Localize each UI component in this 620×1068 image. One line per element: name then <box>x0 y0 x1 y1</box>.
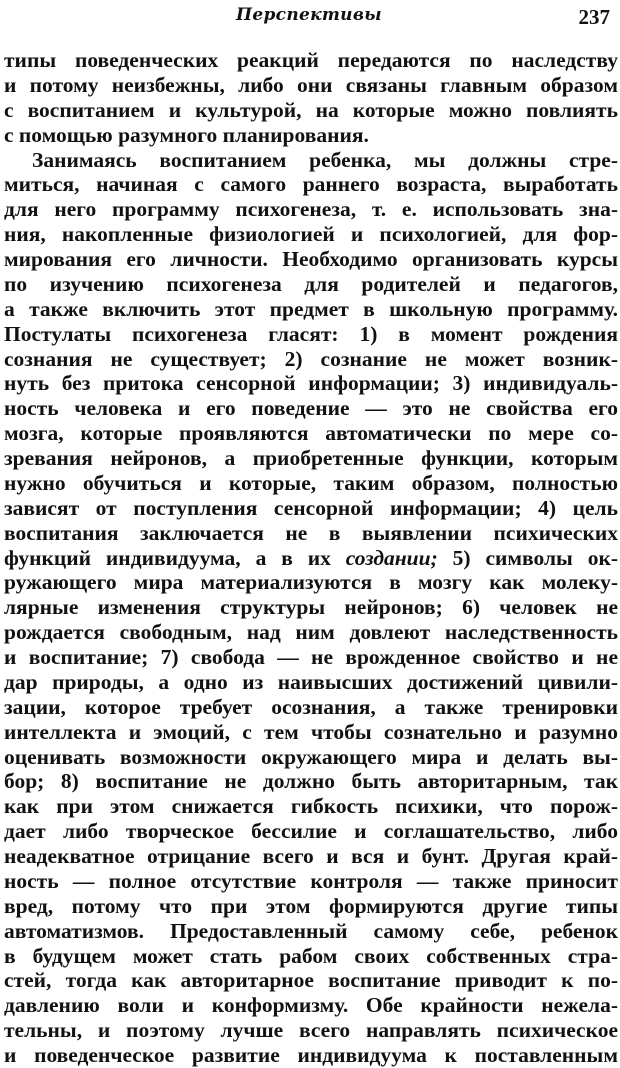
body-line: мозга, которые проявляются автоматически по мере со- <box>4 421 618 446</box>
body-line: с помощью разумного планирования. <box>4 122 369 147</box>
body-line: как при этом снижается гибкость психики, что порож- <box>4 794 618 819</box>
body-line: оценивать возможности окружающего мира и делать вы- <box>4 744 618 769</box>
body-line: нужно обучиться и которые, таким образом, полностью <box>4 470 618 495</box>
body-line: сознания не существует; 2) сознание не может возник- <box>4 346 618 371</box>
body-line: с воспитанием и культурой, на которые можно повлиять <box>4 97 618 122</box>
body-line: зации, которое требует осознания, а также тренировки <box>4 694 618 719</box>
body-line-with-emphasis <box>4 546 618 571</box>
body-line: нуть без притока сенсорной информации; 3) индивидуаль- <box>4 371 618 396</box>
page-number: 237 <box>578 5 610 29</box>
body-line: бор; 8) воспитание не должно быть авторитарным, так <box>4 769 618 794</box>
body-line: дар природы, а одно из наивысших достижений цивили- <box>4 669 618 694</box>
body-line: зависят от поступления сенсорной информации; 4) цель <box>4 495 618 520</box>
body-line: вред, потому что при этом формируются другие типы <box>4 893 618 918</box>
body-line: рождается свободным, над ним довлеют наследственность <box>4 620 618 645</box>
body-text <box>4 48 618 1068</box>
body-line: интеллекта и эмоций, с тем чтобы сознательно и разумно <box>4 719 618 744</box>
body-line: воспитания заключается не в выявлении психических <box>4 520 618 545</box>
body-line: лярные изменения структуры нейронов; 6) человек не <box>4 595 618 620</box>
body-line: и воспитание; 7) свобода — не врожденное свойство и не <box>4 645 618 669</box>
body-line: ность человека и его поведение — это не свойства его <box>4 396 618 421</box>
body-line: в будущем может стать рабом своих собственных стра- <box>4 943 618 968</box>
body-line: ружающего мира материализуются в мозгу как молеку- <box>4 570 618 595</box>
body-line: ность — полное отсутствие контроля — также приносит <box>4 868 618 893</box>
body-line: давлению воли и конформизму. Обе крайности нежела- <box>4 993 618 1018</box>
body-line: мирования его личности. Необходимо организовать курсы <box>4 247 618 271</box>
paragraph-first-line: Занимаясь воспитанием ребенка, мы должны стре- <box>32 147 618 172</box>
body-line: стей, тогда как авторитарное воспитание приводит к по- <box>4 968 618 993</box>
emphasis-word: создании; <box>345 545 438 570</box>
body-line: для него программу психогенеза, т. е. использовать зна- <box>4 197 618 222</box>
body-line: тельны, и поэтому лучше всего направлять психическое <box>4 1018 618 1043</box>
body-line: типы поведенческих реакций передаются по наследству <box>4 48 618 72</box>
line-segment: 5) символы ок- <box>437 545 618 570</box>
running-title: Перспективы <box>236 5 382 25</box>
body-line: автоматизмов. Предоставленный самому себе, ребенок <box>4 918 618 943</box>
body-line: и потому неизбежны, либо они связаны главным образом <box>4 72 618 97</box>
running-head <box>0 2 620 30</box>
line-segment: функций индивидуума, а в их <box>4 545 346 570</box>
body-line: и поведенческое развитие индивидуума к поставленным <box>4 1043 618 1067</box>
body-line: а также включить этот предмет в школьную программу. <box>4 296 618 321</box>
body-line: по изучению психогенеза для родителей и педагогов, <box>4 271 618 296</box>
body-line: неадекватное отрицание всего и вся и бунт. Другая край- <box>4 844 618 868</box>
body-line: дает либо творческое бессилие и соглашательство, либо <box>4 819 618 844</box>
body-line: зревания нейронов, а приобретенные функции, которым <box>4 446 618 470</box>
body-line: ния, накопленные физиологией и психологией, для фор- <box>4 222 618 247</box>
body-line: Постулаты психогенеза гласят: 1) в момент рождения <box>4 321 618 346</box>
body-line: миться, начиная с самого раннего возраста, выработать <box>4 172 618 197</box>
